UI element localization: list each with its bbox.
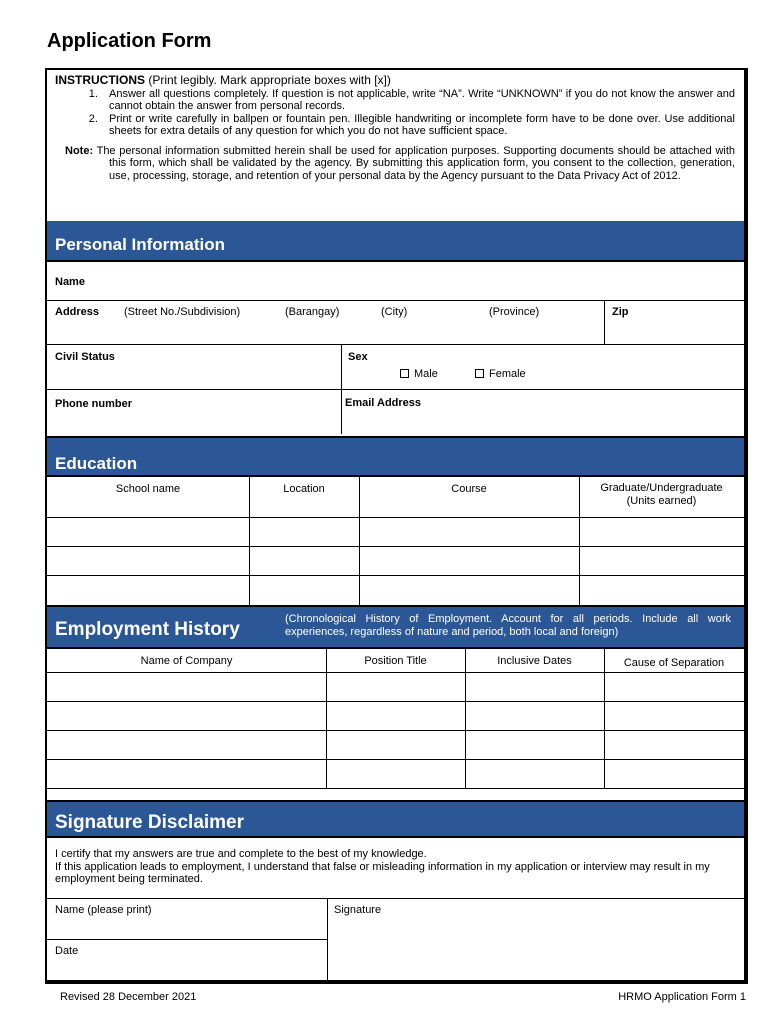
city-label: (City): [381, 306, 408, 318]
education-col-course: Course: [451, 483, 487, 495]
zip-field[interactable]: [604, 300, 744, 344]
education-row[interactable]: [47, 546, 744, 575]
email-field[interactable]: [341, 389, 744, 434]
instructions-block: [55, 74, 735, 182]
address-field[interactable]: [47, 300, 604, 344]
instruction-item-1: 1. Answer all questions completely. If question is not applicable, write “NA”. Write “UNKNOWN” if you do not know the answer and cannot obtain the answer from personal records.: [101, 88, 735, 113]
education-header: [47, 436, 744, 477]
email-label: Email Address: [345, 397, 422, 409]
education-col-graduate: Graduate/Undergraduate: [600, 482, 723, 494]
employment-col-separation: Cause of Separation: [623, 657, 725, 669]
page-title: Application Form: [47, 30, 212, 52]
privacy-note: [55, 145, 735, 183]
signature-label: Signature: [334, 904, 382, 916]
date-field[interactable]: [47, 939, 327, 980]
signature-disclaimer-header: [47, 800, 744, 838]
revision-date: Revised 28 December 2021: [60, 991, 197, 1003]
employment-col-company: Name of Company: [140, 655, 233, 667]
civil-status-field[interactable]: [47, 344, 341, 389]
zip-label: Zip: [612, 306, 629, 318]
civil-status-label: Civil Status: [55, 351, 115, 363]
disclaimer-line-1: I certify that my answers are true and complete to the best of my knowledge.: [55, 848, 427, 860]
phone-field[interactable]: [47, 389, 341, 434]
address-label: Address: [55, 306, 100, 318]
instructions-heading-note: (Print legibly. Mark appropriate boxes with [x]): [148, 73, 391, 87]
female-option[interactable]: [475, 368, 526, 380]
employment-col-dates: Inclusive Dates: [497, 655, 572, 667]
personal-information-header: [47, 221, 744, 262]
barangay-label: (Barangay): [285, 306, 340, 318]
education-col-units: (Units earned): [626, 495, 697, 507]
instructions-heading: INSTRUCTIONS: [55, 73, 145, 87]
male-checkbox[interactable]: [400, 369, 409, 378]
employment-row[interactable]: [47, 759, 744, 788]
sex-label: Sex: [348, 351, 368, 363]
employment-history-title: Employment History: [55, 619, 240, 640]
street-label: (Street No./Subdivision): [124, 306, 241, 318]
education-title: Education: [55, 454, 138, 473]
phone-label: Phone number: [55, 398, 133, 410]
education-col-location: Location: [283, 483, 325, 495]
signature-disclaimer-title: Signature Disclaimer: [55, 812, 245, 833]
name-print-field[interactable]: [47, 898, 327, 939]
signature-field[interactable]: [327, 898, 744, 980]
form-id: HRMO Application Form 1: [618, 991, 746, 1003]
education-row[interactable]: [47, 517, 744, 546]
employment-history-subtitle: (Chronological History of Employment. Account for all periods. Include all work experiences, regardless of nature and period, both local and foreign): [285, 613, 731, 638]
employment-row[interactable]: [47, 730, 744, 759]
application-form-frame: [45, 68, 748, 984]
female-label: Female: [489, 368, 526, 380]
employment-col-position: Position Title: [364, 655, 427, 667]
employment-history-header: [47, 605, 744, 649]
employment-row[interactable]: [47, 701, 744, 730]
disclaimer-line-2: If this application leads to employment, I understand that false or misleading information in my application or interview may result in my employment being terminated.: [55, 860, 710, 885]
note-text: The personal information submitted herein shall be used for application purposes. Supporting documents should be attached with this form, which shall be validated by the agency. By submitting this application form, you consent to the collection, generation, use, processing, storage, and retention of your personal data by the Agency pursuant to the Data Privacy Act of 2012.: [96, 144, 736, 182]
name-print-label: Name (please print): [55, 904, 152, 916]
disclaimer-text: [55, 848, 739, 886]
education-col-school: School name: [115, 483, 181, 495]
female-checkbox[interactable]: [475, 369, 484, 378]
name-field[interactable]: [47, 262, 744, 300]
personal-information-title: Personal Information: [55, 235, 226, 254]
education-row[interactable]: [47, 575, 744, 605]
male-option[interactable]: [400, 368, 438, 380]
employment-row[interactable]: [47, 672, 744, 701]
instruction-item-2: 2. Print or write carefully in ballpen or fountain pen. Illegible handwriting or incomplete form have to be done over. Use additional sheets for extra details of any question for which you do not have sufficient space.: [101, 113, 735, 138]
male-label: Male: [414, 368, 438, 380]
date-label: Date: [55, 945, 79, 957]
note-label: Note:: [65, 144, 94, 157]
province-label: (Province): [489, 306, 540, 318]
name-label: Name: [55, 276, 85, 288]
